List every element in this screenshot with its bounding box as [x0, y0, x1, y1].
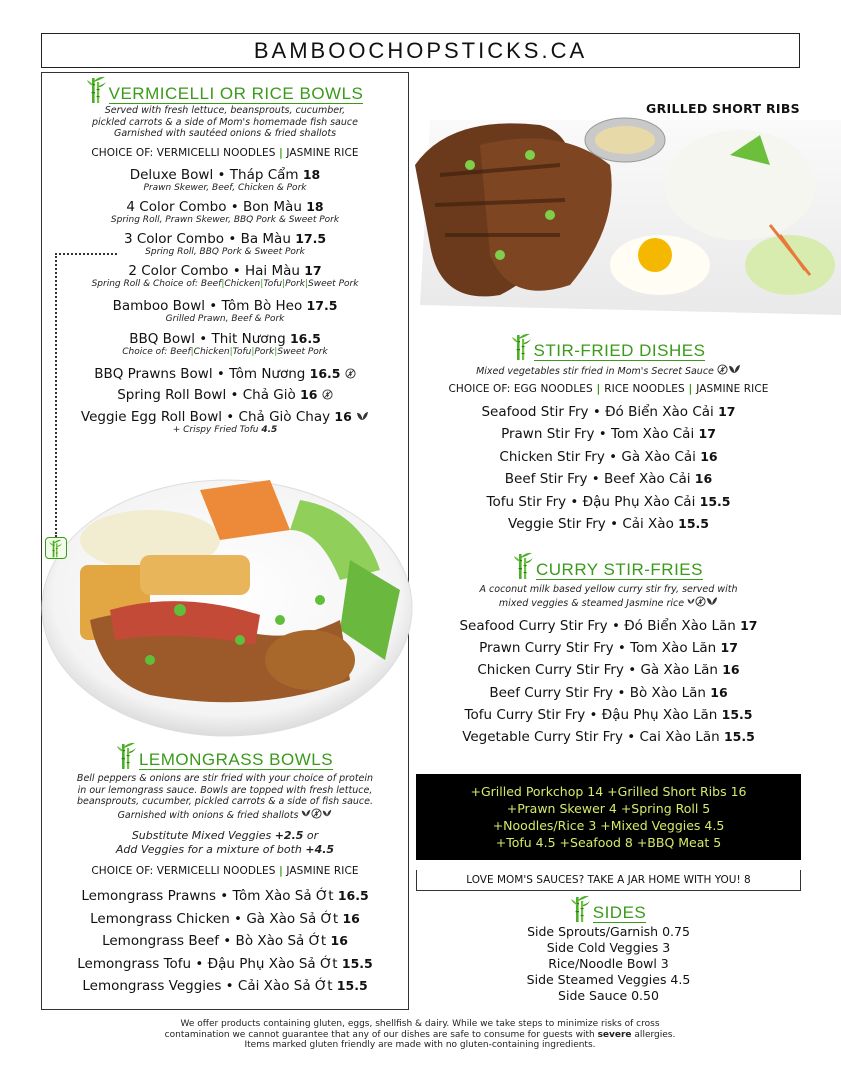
menu-item: Veggie Stir Fry • Cải Xào 15.5: [508, 516, 709, 532]
menu-item: BBQ Prawns Bowl • Tôm Nương 16.5: [41, 366, 409, 382]
menu-item: Tofu Stir Fry • Đậu Phụ Xào Cải 15.5: [486, 493, 731, 510]
vermicelli-title: VERMICELLI OR RICE BOWLS: [41, 74, 409, 104]
menu-item: Chicken Curry Stir Fry • Gà Xào Lăn 16: [477, 662, 740, 679]
bamboo-badge: [45, 537, 67, 559]
lemongrass-title: LEMONGRASS BOWLS: [41, 740, 409, 770]
vermicelli-desc-2: pickled carrots & a side of Mom's homemade fish sauce: [92, 116, 358, 128]
menu-item-addon: + Crispy Fried Tofu 4.5: [172, 424, 278, 435]
menu-item-sub: Prawn Skewer, Beef, Chicken & Pork: [143, 182, 307, 193]
menu-item-sub-options: Choice of: Beef|Chicken|Tofu|Pork|Sweet Pork: [122, 346, 328, 357]
dotted-connector: [55, 253, 117, 255]
gluten-free-icon: [717, 364, 728, 375]
vegan-leaf-icon: [706, 596, 718, 607]
gluten-free-icon: [311, 808, 322, 819]
menu-item-sub: Spring Roll, Prawn Skewer, BBQ Pork & Sweet Pork: [110, 214, 340, 225]
side-item: Side Sprouts/Garnish 0.75: [527, 924, 690, 939]
side-item: Side Sauce 0.50: [558, 988, 659, 1003]
menu-item: Seafood Curry Stir Fry • Đó Biển Xào Lăn 17: [459, 618, 758, 634]
sides-title: SIDES: [416, 893, 801, 923]
menu-item: Beef Curry Stir Fry • Bò Xào Lăn 16: [489, 684, 728, 701]
menu-item: Lemongrass Beef • Bò Xào Sả Ớt 16: [102, 933, 348, 949]
stir-fried-desc: Mixed vegetables stir fried in Mom's Secret Sauce: [416, 364, 801, 378]
stir-fried-title: STIR-FRIED DISHES: [416, 331, 801, 361]
sides-section: [416, 893, 801, 1004]
menu-item: Lemongrass Veggies • Cải Xào Sả Ớt 15.5: [82, 978, 368, 994]
lemongrass-desc-2: in our lemongrass sauce. Bowls are topped with fresh lettuce,: [77, 784, 373, 796]
menu-item: Lemongrass Chicken • Gà Xào Sả Ớt 16: [90, 910, 360, 927]
lemongrass-sub-2: Add Veggies for a mixture of both +4.5: [115, 843, 335, 856]
side-item: Side Steamed Veggies 4.5: [526, 972, 691, 987]
lemongrass-choice: CHOICE OF: VERMICELLI NOODLES | JASMINE RICE: [91, 865, 359, 877]
sides-list: [416, 924, 801, 1004]
sauce-jar-banner: LOVE MOM'S SAUCES? TAKE A JAR HOME WITH YOU! 8: [416, 870, 801, 891]
lemongrass-section: [41, 740, 409, 998]
bamboo-icon: [87, 74, 107, 104]
menu-item: 2 Color Combo • Hai Màu 17: [128, 262, 322, 279]
lemongrass-desc-4: Garnished with onions & fried shallots: [41, 808, 409, 822]
menu-item: BBQ Bowl • Thit Nương 16.5: [129, 330, 321, 347]
addons-line: +Noodles/Rice 3 +Mixed Veggies 4.5: [492, 818, 725, 833]
vermicelli-bowl-photo: [40, 470, 414, 740]
bamboo-icon: [571, 893, 591, 923]
addons-line: +Prawn Skewer 4 +Spring Roll 5: [506, 801, 711, 816]
bamboo-icon: [512, 331, 532, 361]
curry-title: CURRY STIR-FRIES: [416, 550, 801, 580]
lemongrass-desc-3: beansprouts, cucumber, pickled carrots & a side of fish sauce.: [76, 796, 374, 807]
menu-item: Prawn Curry Stir Fry • Tom Xào Lăn 17: [479, 640, 738, 657]
lemongrass-items: [41, 885, 409, 998]
vegan-leaf-icon: [322, 808, 332, 819]
lemongrass-desc-1: Bell peppers & onions are stir fried with your choice of protein: [76, 773, 374, 784]
menu-item: 3 Color Combo • Ba Màu 17.5: [123, 230, 327, 247]
menu-item-sub: Spring Roll, BBQ Pork & Sweet Pork: [145, 246, 305, 257]
menu-item: Spring Roll Bowl • Chả Giò 16: [41, 387, 409, 403]
brand-header: [41, 33, 800, 68]
side-item: Rice/Noodle Bowl 3: [548, 956, 669, 971]
menu-item: Seafood Stir Fry • Đó Biển Xào Cải 17: [481, 403, 736, 420]
vegan-leaf-icon: [356, 411, 369, 422]
menu-item-sub: Grilled Prawn, Beef & Pork: [165, 313, 285, 324]
menu-item: Chicken Stir Fry • Gà Xào Cải 16: [499, 448, 718, 465]
vermicelli-desc-3: Garnished with sautéed onions & fried shallots: [113, 128, 337, 139]
vegan-leaf-icon: [728, 364, 741, 375]
addons-line: +Grilled Porkchop 14 +Grilled Short Ribs 16: [470, 784, 747, 799]
bamboo-icon: [48, 538, 64, 558]
menu-item: Veggie Egg Roll Bowl • Chả Giò Chay 16: [41, 409, 409, 425]
bamboo-icon: [117, 740, 137, 770]
short-ribs-photo: [410, 105, 841, 320]
vermicelli-items: [41, 167, 409, 435]
vegan-leaf-icon: [301, 808, 311, 819]
curry-desc-1: A coconut milk based yellow curry stir fry, served with: [479, 584, 738, 595]
stir-fried-choice: CHOICE OF: EGG NOODLES | RICE NOODLES | JASMINE RICE: [448, 382, 769, 395]
menu-item: Beef Stir Fry • Beef Xào Cải 16: [504, 471, 713, 487]
stir-fried-section: [416, 331, 801, 536]
curry-items: [416, 615, 801, 748]
menu-item: Bamboo Bowl • Tôm Bò Heo 17.5: [112, 297, 338, 314]
ribs-caption: GRILLED SHORT RIBS: [646, 101, 800, 116]
menu-item-sub-options: Spring Roll & Choice of: Beef|Chicken|Tofu|Pork|Sweet Pork: [91, 278, 359, 289]
menu-item: Prawn Stir Fry • Tom Xào Cải 17: [501, 426, 716, 442]
menu-item: Deluxe Bowl • Tháp Cẩm 18: [129, 166, 321, 183]
lemongrass-sub-1: Substitute Mixed Veggies +2.5 or: [131, 829, 319, 842]
addons-box: [416, 774, 801, 860]
stir-fried-items: [416, 401, 801, 536]
menu-item: Lemongrass Tofu • Đậu Phụ Xào Sả Ớt 15.5: [77, 955, 373, 972]
vermicelli-desc-1: Served with fresh lettuce, beansprouts, cucumber,: [104, 105, 346, 116]
brand-name: BAMBOOCHOPSTICKS.CA: [253, 37, 588, 63]
menu-item: Lemongrass Prawns • Tôm Xào Sả Ớt 16.5: [81, 888, 369, 904]
curry-section: [416, 550, 801, 748]
gluten-free-icon: [695, 596, 706, 607]
gluten-free-icon: [345, 368, 356, 379]
curry-desc-2: mixed veggies & steamed Jasmine rice: [416, 596, 801, 610]
vegan-leaf-icon: [687, 596, 695, 607]
menu-item: Vegetable Curry Stir Fry • Cai Xào Lăn 15.5: [462, 729, 755, 746]
bamboo-icon: [514, 550, 534, 580]
menu-item: Tofu Curry Stir Fry • Đậu Phụ Xào Lăn 15.5: [464, 706, 753, 723]
side-item: Side Cold Veggies 3: [546, 940, 671, 955]
menu-item: 4 Color Combo • Bon Màu 18: [126, 198, 324, 215]
vermicelli-choice: CHOICE OF: VERMICELLI NOODLES | JASMINE RICE: [91, 146, 359, 159]
gluten-free-icon: [322, 389, 333, 400]
addons-line: +Tofu 4.5 +Seafood 8 +BBQ Meat 5: [495, 835, 722, 850]
allergy-disclaimer: We offer products containing gluten, eggs, shellfish & dairy. While we take steps to minimize risks of cross contamination we cannot guarantee that any of our dishes are safe to consume for guests with severe allergies. Items marked gluten friendly are made with no gluten-containing ingredients.: [164, 1019, 676, 1050]
